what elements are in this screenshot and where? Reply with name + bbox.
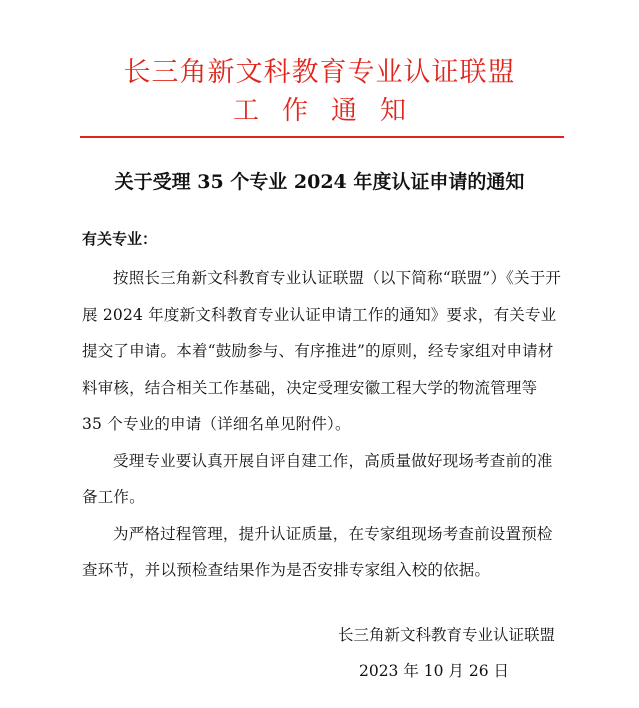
issuer-signature: 长三角新文科教育专业认证联盟 bbox=[337, 626, 555, 644]
organization-name: 长三角新文科教育专业认证联盟 bbox=[123, 57, 516, 88]
red-divider bbox=[80, 136, 564, 138]
paragraph-1: 按照长三角新文科教育专业认证联盟（以下简称“联盟”）《关于开展 2024 年度新文科教育专业认证申请工作的通知》要求，有关专业提交了申请。本着“鼓励参与、有序推进”的原则，经专家组对申请材料审核，结合相关工作基础，决定受理安徽工程大学的物流管理等 35 个专业的申请（详细名单见附件）。 bbox=[82, 269, 562, 433]
paragraph-3: 为严格过程管理，提升认证质量，在专家组现场考查前设置预检查环节，并以预检查结果作为是否安排专家组入校的依据。 bbox=[82, 524, 553, 579]
notice-label: 工作通知 bbox=[232, 96, 429, 126]
paragraph-2: 受理专业要认真开展自评自建工作，高质量做好现场考查前的准备工作。 bbox=[82, 451, 553, 506]
document-body bbox=[82, 260, 562, 589]
issue-date: 2023 年 10 月 26 日 bbox=[358, 662, 509, 680]
salutation: 有关专业： bbox=[82, 230, 158, 248]
document-title: 关于受理 35 个专业 2024 年度认证申请的通知 bbox=[114, 171, 525, 193]
